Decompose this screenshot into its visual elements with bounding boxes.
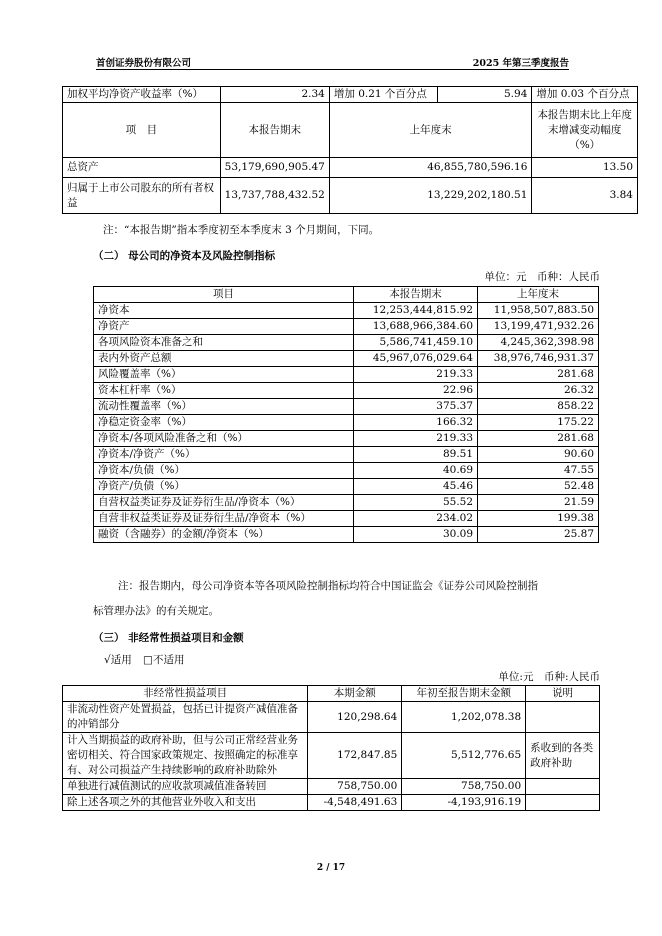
- row-ytd: 5,512,776.65: [402, 733, 526, 779]
- col-prev: 上年度末: [478, 287, 599, 303]
- row-current: -4,548,491.63: [308, 795, 402, 811]
- table-row: [94, 495, 599, 511]
- row-prev: 52.48: [478, 479, 599, 495]
- page-number: 2 / 17: [316, 863, 346, 873]
- row-prev: 25.87: [478, 527, 599, 543]
- note-reporting-period: 注：“本报告期”指本季度初至本季度末 3 个月期间，下同。: [103, 224, 380, 236]
- row-prev: 38,976,746,931.37: [478, 351, 599, 367]
- row-label: 净资本/各项风险准备之和（%）: [94, 431, 354, 447]
- row-prev: 281.68: [478, 367, 599, 383]
- table-row: [63, 733, 600, 779]
- row-current: 234.02: [354, 511, 478, 527]
- row-label: 自营非权益类证券及证券衍生品/净资本（%）: [94, 511, 354, 527]
- row-current: 89.51: [354, 447, 478, 463]
- row-label: 归属于上市公司股东的所有者权益: [63, 178, 221, 214]
- table-row: [63, 158, 638, 178]
- table-row: [94, 367, 599, 383]
- roe-ytd-change: 增加 0.03 个百分点: [532, 87, 638, 103]
- row-note: [526, 795, 600, 811]
- row-current: 5,586,741,459.10: [354, 335, 478, 351]
- report-title: 2025 年第三季度报告: [472, 58, 569, 69]
- row-label: 除上述各项之外的其他营业外收入和支出: [63, 795, 308, 811]
- col-current: 本报告期末: [354, 287, 478, 303]
- row-current: 375.37: [354, 399, 478, 415]
- row-current: 120,298.64: [308, 702, 402, 733]
- row-label: 资本杠杆率（%）: [94, 383, 354, 399]
- row-label: 非流动性资产处置损益，包括已计提资产减值准备的冲销部分: [63, 702, 308, 733]
- row-current: 758,750.00: [308, 779, 402, 795]
- row-prev: 175.22: [478, 415, 599, 431]
- row-label: 净稳定资金率（%）: [94, 415, 354, 431]
- row-prev: 46,855,780,596.16: [329, 158, 532, 178]
- row-prev: 47.55: [478, 463, 599, 479]
- net-capital-table: [93, 286, 599, 543]
- row-label: 风险覆盖率（%）: [94, 367, 354, 383]
- row-label: 净资本/负债（%）: [94, 463, 354, 479]
- row-current: 30.09: [354, 527, 478, 543]
- row-label: 表内外资产总额: [94, 351, 354, 367]
- section2-note-line2: 标管理办法》的有关规定。: [93, 605, 219, 617]
- row-label: 单独进行减值测试的应收款项减值准备转回: [63, 779, 308, 795]
- section3-unit: 单位:元 币种:人民币: [498, 671, 600, 683]
- table-row: [94, 527, 599, 543]
- row-current: 219.33: [354, 431, 478, 447]
- col-ytd: 年初至报告期末金额: [402, 686, 526, 702]
- row-ytd: 758,750.00: [402, 779, 526, 795]
- table-row: [94, 463, 599, 479]
- applicable-option[interactable]: √适用: [104, 654, 132, 666]
- row-label: 净资本/净资产（%）: [94, 447, 354, 463]
- row-prev: 13,199,471,932.26: [478, 319, 599, 335]
- row-label: 流动性覆盖率（%）: [94, 399, 354, 415]
- col-change: 本报告期末比上年度末增减变动幅度（%）: [532, 103, 638, 158]
- row-current: 13,737,788,432.52: [220, 178, 329, 214]
- row-label: 自营权益类证券及证券衍生品/净资本（%）: [94, 495, 354, 511]
- roe-current-change: 增加 0.21 个百分点: [329, 87, 437, 103]
- row-current: 45.46: [354, 479, 478, 495]
- row-current: 219.33: [354, 367, 478, 383]
- table-row: [94, 479, 599, 495]
- table-row: [94, 351, 599, 367]
- row-ytd: -4,193,916.19: [402, 795, 526, 811]
- row-prev: 26.32: [478, 383, 599, 399]
- col-current: 本报告期末: [220, 103, 329, 158]
- row-note: 系收到的各类政府补助: [526, 733, 600, 779]
- table-row: [63, 702, 600, 733]
- section3-checkboxes: [104, 652, 184, 667]
- row-prev: 13,229,202,180.51: [329, 178, 532, 214]
- table-row: [94, 415, 599, 431]
- row-label: 计入当期损益的政府补助，但与公司正常经营业务密切相关、符合国家政策规定、按照确定的标准享有、对公司损益产生持续影响的政府补助除外: [63, 733, 308, 779]
- section2-unit: 单位：元 币种：人民币: [484, 271, 600, 283]
- row-current: 22.96: [354, 383, 478, 399]
- non-recurring-rows: [63, 702, 600, 811]
- row-label: 净资本: [94, 303, 354, 319]
- col-current: 本期金额: [308, 686, 402, 702]
- key-metrics-table: [62, 86, 638, 214]
- row-label: 各项风险资本准备之和: [94, 335, 354, 351]
- section2-note-line1: 注：报告期内，母公司净资本等各项风险控制指标均符合中国证监会《证券公司风险控制指: [118, 580, 538, 592]
- roe-current: 2.34: [220, 87, 329, 103]
- section3-title: （三） 非经常性损益项目和金额: [93, 632, 244, 644]
- table-header-row: [94, 287, 599, 303]
- table-row: [94, 511, 599, 527]
- table-row: [94, 399, 599, 415]
- row-label: 融资（含融券）的金额/净资本（%）: [94, 527, 354, 543]
- roe-row: [63, 87, 638, 103]
- net-capital-rows: [94, 303, 599, 543]
- row-label: 总资产: [63, 158, 221, 178]
- section2-title: （二） 母公司的净资本及风险控制指标: [93, 250, 276, 262]
- table-row: [94, 431, 599, 447]
- row-prev: 858.22: [478, 399, 599, 415]
- col-item: 项目: [94, 287, 354, 303]
- col-item: 非经常性损益项目: [63, 686, 308, 702]
- table-row: [63, 779, 600, 795]
- not-applicable-option[interactable]: □不适用: [143, 654, 185, 666]
- row-label: 净资产: [94, 319, 354, 335]
- row-change: 3.84: [532, 178, 638, 214]
- col-item: 项 目: [63, 103, 221, 158]
- row-prev: 4,245,362,398.98: [478, 335, 599, 351]
- row-current: 55.52: [354, 495, 478, 511]
- row-current: 12,253,444,815.92: [354, 303, 478, 319]
- page-header: [96, 55, 569, 70]
- row-prev: 199.38: [478, 511, 599, 527]
- table-row: [94, 447, 599, 463]
- table-row: [63, 178, 638, 214]
- row-current: 45,967,076,029.64: [354, 351, 478, 367]
- roe-label: 加权平均净资产收益率（%）: [63, 87, 221, 103]
- row-current: 166.32: [354, 415, 478, 431]
- row-current: 53,179,690,905.47: [220, 158, 329, 178]
- table-row: [94, 335, 599, 351]
- roe-ytd: 5.94: [437, 87, 531, 103]
- col-note: 说明: [526, 686, 600, 702]
- table-row: [63, 795, 600, 811]
- row-prev: 21.59: [478, 495, 599, 511]
- row-prev: 11,958,507,883.50: [478, 303, 599, 319]
- row-current: 13,688,966,384.60: [354, 319, 478, 335]
- row-note: [526, 702, 600, 733]
- row-change: 13.50: [532, 158, 638, 178]
- table-header-row: [63, 103, 638, 158]
- row-ytd: 1,202,078.38: [402, 702, 526, 733]
- row-current: 172,847.85: [308, 733, 402, 779]
- table-row: [94, 319, 599, 335]
- row-label: 净资产/负债（%）: [94, 479, 354, 495]
- table-row: [94, 383, 599, 399]
- row-current: 40.69: [354, 463, 478, 479]
- table-header-row: [63, 686, 600, 702]
- company-name: 首创证券股份有限公司: [96, 58, 192, 69]
- row-note: [526, 779, 600, 795]
- non-recurring-table: [62, 685, 600, 811]
- row-prev: 90.60: [478, 447, 599, 463]
- table-row: [94, 303, 599, 319]
- row-prev: 281.68: [478, 431, 599, 447]
- col-prev: 上年度末: [329, 103, 532, 158]
